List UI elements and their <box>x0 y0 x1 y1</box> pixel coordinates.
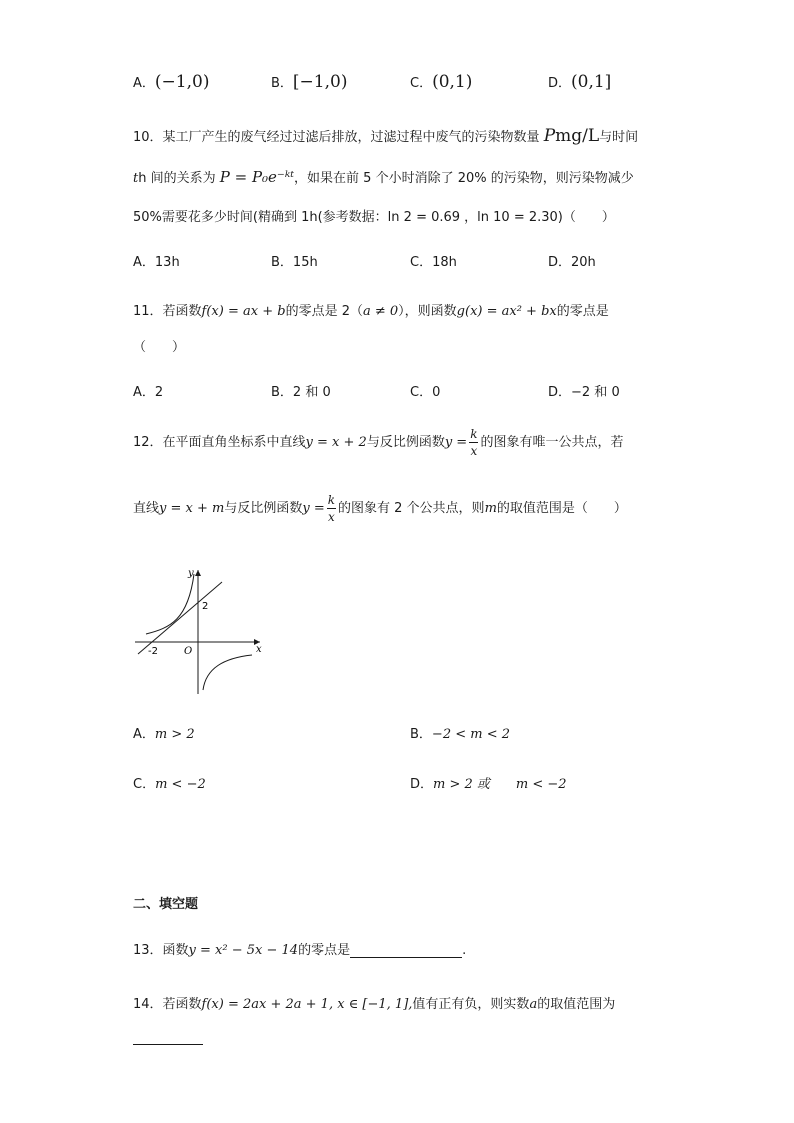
q10-option-c: C．18h <box>410 255 457 270</box>
q12-graph <box>130 562 270 697</box>
graph-y-label: y <box>188 568 194 579</box>
q11-option-d: D．−2 和 0 <box>548 385 620 400</box>
graph-x-label: x <box>256 644 262 655</box>
hyperbola-branch-right <box>203 655 252 690</box>
q14-stem: 14．若函数f(x) = 2ax + 2a + 1, x ∈ [−1, 1],值有正有负，则实数a的取值范围为 <box>133 997 616 1012</box>
section-heading-fill-in: 二、填空题 <box>133 897 199 912</box>
q11-option-c: C．0 <box>410 385 441 400</box>
q12-option-d: D．m > 2 或 m < −2 <box>410 777 567 792</box>
q12-stem-line1: 12．在平面直角坐标系中直线y = x + 2与反比例函数y = $\frac{k}{x}$ 的图象有唯一公共点，若 <box>133 427 624 458</box>
q10-option-a: A．13h <box>133 255 180 270</box>
tangent-line <box>138 582 222 654</box>
q11-stem-line2: （ ） <box>133 340 186 355</box>
graph-tick-y: 2 <box>202 601 209 612</box>
q12-option-c: C．m < −2 <box>133 777 206 792</box>
q10-stem-line1: 10．某工厂产生的废气经过过滤后排放，过滤过程中废气的污染物数量 Pmg/L与时间 <box>133 126 639 146</box>
q12-option-a: A．m > 2 <box>133 727 195 742</box>
q9-option-c: C．(0,1) <box>410 72 473 92</box>
q14-answer-blank[interactable] <box>133 1030 203 1045</box>
q10-stem-line3: 50%需要花多少时间(精确到 1h(参考数据：ln 2 = 0.69 ，ln 10 = 2.30)（ ） <box>133 210 615 225</box>
q12-stem-line2: 直线y = x + m与反比例函数y = $\frac{k}{x}$ 的图象有 2 个公共点，则m的取值范围是（ ） <box>133 493 627 524</box>
q12-option-b: B．−2 < m < 2 <box>410 727 510 742</box>
q12-fraction-1: $\frac{k}{x}$ <box>470 427 478 458</box>
q10-stem-line2: th 间的关系为 P = P₀e⁻ᵏᵗ，如果在前 5 个小时消除了 20% 的污染物，则污染物减少 <box>133 168 634 186</box>
q11-stem-line1: 11．若函数f(x) = ax + b的零点是 2（a ≠ 0），则函数g(x) = ax² + bx的零点是 <box>133 304 609 319</box>
q10-formula: P = P₀e⁻ᵏᵗ <box>219 168 295 186</box>
q10-option-d: D．20h <box>548 255 596 270</box>
q12-fraction-2: $\frac{k}{x}$ <box>327 493 336 524</box>
q11-option-a: A．2 <box>133 385 164 400</box>
q13-stem: 13．函数y = x² − 5x − 14的零点是 . <box>133 943 467 958</box>
hyperbola-branch-left <box>146 574 194 634</box>
graph-origin-label: O <box>184 646 193 657</box>
q13-answer-blank[interactable] <box>350 943 462 958</box>
q11-option-b: B．2 和 0 <box>271 385 331 400</box>
q9-option-d: D．(0,1] <box>548 72 612 92</box>
q9-option-b: B．[−1,0) <box>271 72 348 92</box>
q9-option-a: A．(−1,0) <box>133 72 210 92</box>
q10-option-b: B．15h <box>271 255 318 270</box>
graph-tick-x: -2 <box>148 646 158 657</box>
